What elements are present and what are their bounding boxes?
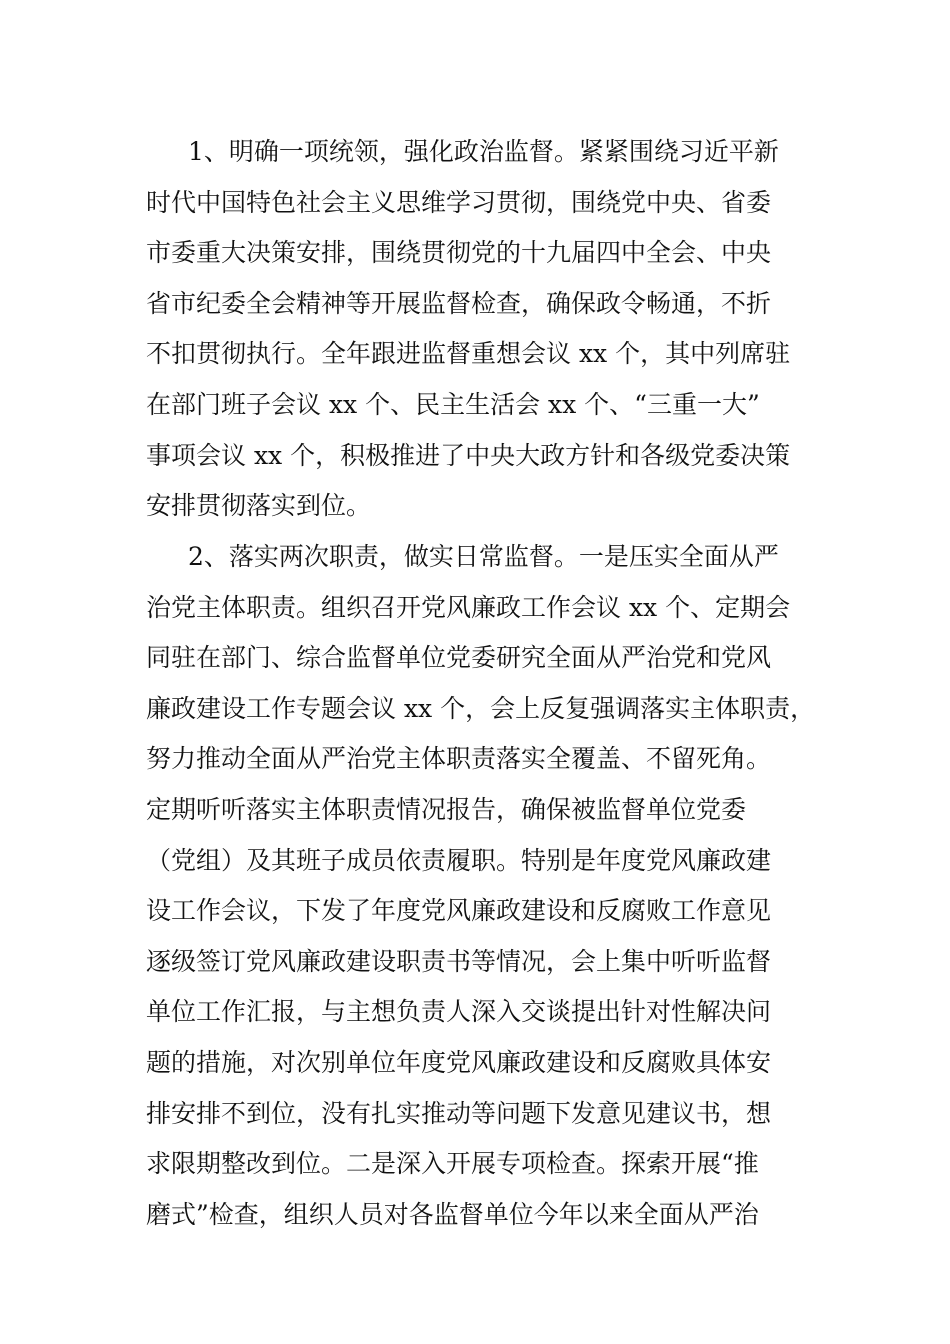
paragraph-2-line-11: 题的措施，对次别单位年度党风廉政建设和反腐败具体安 xyxy=(146,1047,772,1077)
paragraph-2-line-1: 2、落实两次职责，做实日常监督。一是压实全面从严 xyxy=(188,542,779,571)
paragraph-1-line-7: 事项会议 xx 个，积极推进了中央大政方针和各级党委决策 xyxy=(146,440,791,470)
paragraph-2-line-6: 定期听听落实主体职责情况报告，确保被监督单位党委 xyxy=(146,794,747,824)
paragraph-1-line-8: 安排贯彻落实到位。 xyxy=(146,491,372,521)
paragraph-2-line-5: 努力推动全面从严治党主体职责落实全覆盖、不留死角。 xyxy=(146,744,772,774)
paragraph-1-line-6: 在部门班子会议 xx 个、民主生活会 xx 个、“三重一大” xyxy=(146,389,760,419)
paragraph-2-line-3: 同驻在部门、综合监督单位党委研究全面从严治党和党风 xyxy=(146,643,772,673)
paragraph-1-line-2: 时代中国特色社会主义思维学习贯彻，围绕党中央、省委 xyxy=(146,187,772,217)
paragraph-2-line-9: 逐级签订党风廉政建设职责书等情况，会上集中听听监督 xyxy=(146,946,772,976)
paragraph-1-line-1: 1、明确一项统领，强化政治监督。紧紧围绕习近平新 xyxy=(188,137,779,166)
paragraph-2-line-14: 磨式”检查，组织人员对各监督单位今年以来全面从严治 xyxy=(146,1199,759,1229)
paragraph-2-line-12: 排安排不到位，没有扎实推动等问题下发意见建议书，想 xyxy=(146,1098,772,1128)
paragraph-1-line-5: 不扣贯彻执行。全年跟进监督重想会议 xx 个，其中列席驻 xyxy=(146,339,791,369)
paragraph-2-line-10: 单位工作汇报，与主想负责人深入交谈提出针对性解决问 xyxy=(146,997,772,1027)
paragraph-2-line-7: （党组）及其班子成员依责履职。特别是年度党风廉政建 xyxy=(146,845,772,875)
paragraph-1 xyxy=(146,127,836,532)
paragraph-2-line-13: 求限期整改到位。二是深入开展专项检查。探索开展“推 xyxy=(146,1149,759,1179)
paragraph-1-line-3: 市委重大决策安排，围绕贯彻党的十九届四中全会、中央 xyxy=(146,238,772,268)
paragraph-1-line-4: 省市纪委全会精神等开展监督检查，确保政令畅通，不折 xyxy=(146,288,772,318)
paragraph-2-line-2: 治党主体职责。组织召开党风廉政工作会议 xx 个、定期会 xyxy=(146,592,791,622)
paragraph-2 xyxy=(146,532,836,1240)
paragraph-2-line-4: 廉政建设工作专题会议 xx 个，会上反复强调落实主体职责， xyxy=(146,693,816,723)
paragraph-2-line-8: 设工作会议，下发了年度党风廉政建设和反腐败工作意见 xyxy=(146,896,772,926)
